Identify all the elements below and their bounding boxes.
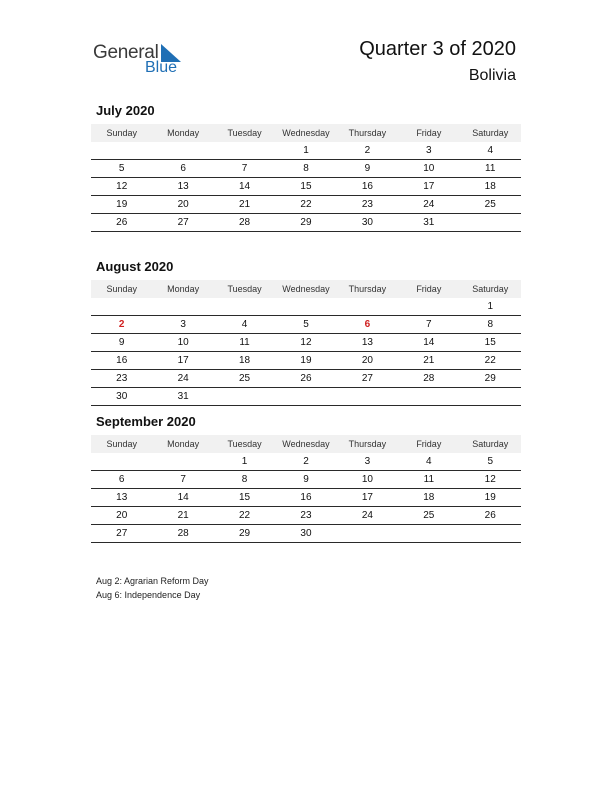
day-cell: 29 xyxy=(238,528,251,539)
day-cell: 10 xyxy=(177,337,189,348)
day-cell: 19 xyxy=(484,492,496,503)
day-cell: 2 xyxy=(364,145,371,156)
country-name: Bolivia xyxy=(468,67,516,84)
day-cell: 14 xyxy=(423,337,435,348)
weekday-header-row xyxy=(91,124,521,142)
day-cell: 23 xyxy=(116,373,128,384)
day-cell: 2 xyxy=(303,456,309,467)
day-cell: 4 xyxy=(426,456,432,467)
day-cell: 3 xyxy=(426,145,432,156)
week-row xyxy=(91,352,521,370)
week-row xyxy=(91,160,521,178)
day-cell: 27 xyxy=(361,373,373,384)
month-title: September 2020 xyxy=(96,414,196,429)
brand-logo xyxy=(93,40,193,80)
week-row xyxy=(91,316,521,334)
day-cell: 20 xyxy=(361,355,373,366)
week-row xyxy=(91,471,521,489)
day-cell: 30 xyxy=(300,528,312,539)
day-cell: 14 xyxy=(238,181,251,192)
weekday-label: Sunday xyxy=(106,128,137,138)
day-cell: 22 xyxy=(484,355,496,366)
day-cell: 24 xyxy=(177,373,189,384)
day-cell: 18 xyxy=(238,355,251,366)
day-cell: 5 xyxy=(487,456,494,467)
day-cell: 18 xyxy=(484,181,496,192)
day-cell: 26 xyxy=(484,510,496,521)
page-title: Quarter 3 of 2020 xyxy=(359,38,516,60)
day-cell: 19 xyxy=(116,199,128,210)
day-cell: 26 xyxy=(116,217,128,228)
week-row xyxy=(91,214,521,232)
day-cell: 24 xyxy=(423,199,435,210)
day-cell: 18 xyxy=(423,492,435,503)
day-cell: 29 xyxy=(484,373,496,384)
week-row xyxy=(91,178,521,196)
weekday-label: Sunday xyxy=(106,284,137,294)
day-cell: 28 xyxy=(423,373,435,384)
logo-text-blue: Blue xyxy=(145,59,178,76)
day-cell: 25 xyxy=(484,199,496,210)
day-cell: 26 xyxy=(300,373,312,384)
logo-text-general: General xyxy=(93,42,159,63)
week-row xyxy=(91,525,521,543)
weekday-label: Monday xyxy=(167,284,200,294)
day-cell: 5 xyxy=(303,319,309,330)
day-cell: 15 xyxy=(300,181,312,192)
day-cell: 20 xyxy=(116,510,128,521)
weekday-header-row xyxy=(91,280,521,298)
day-cell: 16 xyxy=(116,355,128,366)
weekday-header-row xyxy=(91,435,521,453)
holiday-day-cell: 2 xyxy=(118,319,125,330)
day-cell: 12 xyxy=(300,337,312,348)
weekday-label: Sunday xyxy=(106,439,137,449)
day-cell: 5 xyxy=(118,163,125,174)
week-row xyxy=(91,298,521,316)
day-cell: 28 xyxy=(238,217,251,228)
day-cell: 21 xyxy=(177,510,189,521)
weekday-label: Friday xyxy=(416,439,442,449)
day-cell: 3 xyxy=(364,456,371,467)
day-cell: 12 xyxy=(116,181,128,192)
day-cell: 13 xyxy=(116,492,128,503)
weekday-label: Friday xyxy=(416,284,442,294)
weekday-label: Thursday xyxy=(348,284,387,294)
day-cell: 17 xyxy=(177,355,189,366)
day-cell: 1 xyxy=(241,456,248,467)
holiday-day-cell: 6 xyxy=(364,319,371,330)
weekday-label: Tuesday xyxy=(227,128,262,138)
day-cell: 13 xyxy=(177,181,189,192)
weekday-label: Tuesday xyxy=(227,284,262,294)
day-cell: 22 xyxy=(238,510,251,521)
weekday-label: Monday xyxy=(167,128,200,138)
day-cell: 31 xyxy=(423,217,435,228)
day-cell: 7 xyxy=(180,474,186,485)
weekday-label: Wednesday xyxy=(282,128,330,138)
month-title: August 2020 xyxy=(96,259,174,274)
weekday-label: Wednesday xyxy=(282,439,330,449)
day-cell: 17 xyxy=(423,181,435,192)
day-cell: 1 xyxy=(487,301,494,312)
day-cell: 30 xyxy=(361,217,373,228)
weekday-label: Tuesday xyxy=(227,439,262,449)
day-cell: 4 xyxy=(487,145,494,156)
week-row xyxy=(91,453,521,471)
week-row xyxy=(91,507,521,525)
weekday-label: Saturday xyxy=(472,284,509,294)
holiday-note: Aug 6: Independence Day xyxy=(96,590,201,600)
month-title: July 2020 xyxy=(96,103,155,118)
weekday-label: Friday xyxy=(416,128,442,138)
day-cell: 13 xyxy=(361,337,373,348)
month-calendar-august xyxy=(91,259,521,406)
day-cell: 21 xyxy=(238,199,251,210)
day-cell: 8 xyxy=(303,163,309,174)
week-row xyxy=(91,334,521,352)
day-cell: 11 xyxy=(423,474,435,485)
day-cell: 17 xyxy=(361,492,373,503)
day-cell: 1 xyxy=(303,145,309,156)
day-cell: 11 xyxy=(239,337,250,348)
day-cell: 25 xyxy=(238,373,251,384)
day-cell: 25 xyxy=(423,510,435,521)
day-cell: 10 xyxy=(423,163,435,174)
holiday-note: Aug 2: Agrarian Reform Day xyxy=(96,576,209,586)
day-cell: 6 xyxy=(118,474,125,485)
week-row xyxy=(91,388,521,406)
day-cell: 9 xyxy=(364,163,371,174)
day-cell: 10 xyxy=(361,474,373,485)
day-cell: 29 xyxy=(300,217,312,228)
day-cell: 9 xyxy=(118,337,125,348)
day-cell: 15 xyxy=(484,337,496,348)
day-cell: 23 xyxy=(361,199,373,210)
day-cell: 27 xyxy=(177,217,189,228)
day-cell: 8 xyxy=(487,319,494,330)
week-row xyxy=(91,196,521,214)
weekday-label: Thursday xyxy=(348,439,387,449)
month-calendar-september xyxy=(91,414,521,543)
day-cell: 23 xyxy=(300,510,312,521)
day-cell: 19 xyxy=(300,355,312,366)
day-cell: 21 xyxy=(423,355,435,366)
day-cell: 8 xyxy=(241,474,248,485)
day-cell: 20 xyxy=(177,199,189,210)
day-cell: 4 xyxy=(241,319,248,330)
holiday-notes xyxy=(96,574,209,602)
day-cell: 9 xyxy=(303,474,309,485)
weekday-label: Monday xyxy=(167,439,200,449)
day-cell: 11 xyxy=(485,163,496,174)
weekday-label: Wednesday xyxy=(282,284,330,294)
day-cell: 22 xyxy=(300,199,312,210)
day-cell: 14 xyxy=(177,492,189,503)
day-cell: 24 xyxy=(361,510,373,521)
day-cell: 16 xyxy=(361,181,373,192)
week-row xyxy=(91,142,521,160)
day-cell: 6 xyxy=(180,163,186,174)
day-cell: 16 xyxy=(300,492,312,503)
day-cell: 3 xyxy=(180,319,186,330)
day-cell: 7 xyxy=(426,319,432,330)
day-cell: 12 xyxy=(484,474,496,485)
day-cell: 27 xyxy=(116,528,128,539)
weekday-label: Saturday xyxy=(472,439,509,449)
weekday-label: Thursday xyxy=(348,128,387,138)
day-cell: 31 xyxy=(177,391,189,402)
week-row xyxy=(91,370,521,388)
day-cell: 28 xyxy=(177,528,189,539)
day-cell: 15 xyxy=(238,492,251,503)
day-cell: 7 xyxy=(241,163,248,174)
day-cell: 30 xyxy=(116,391,128,402)
month-calendar-july xyxy=(91,103,521,232)
weekday-label: Saturday xyxy=(472,128,509,138)
week-row xyxy=(91,489,521,507)
